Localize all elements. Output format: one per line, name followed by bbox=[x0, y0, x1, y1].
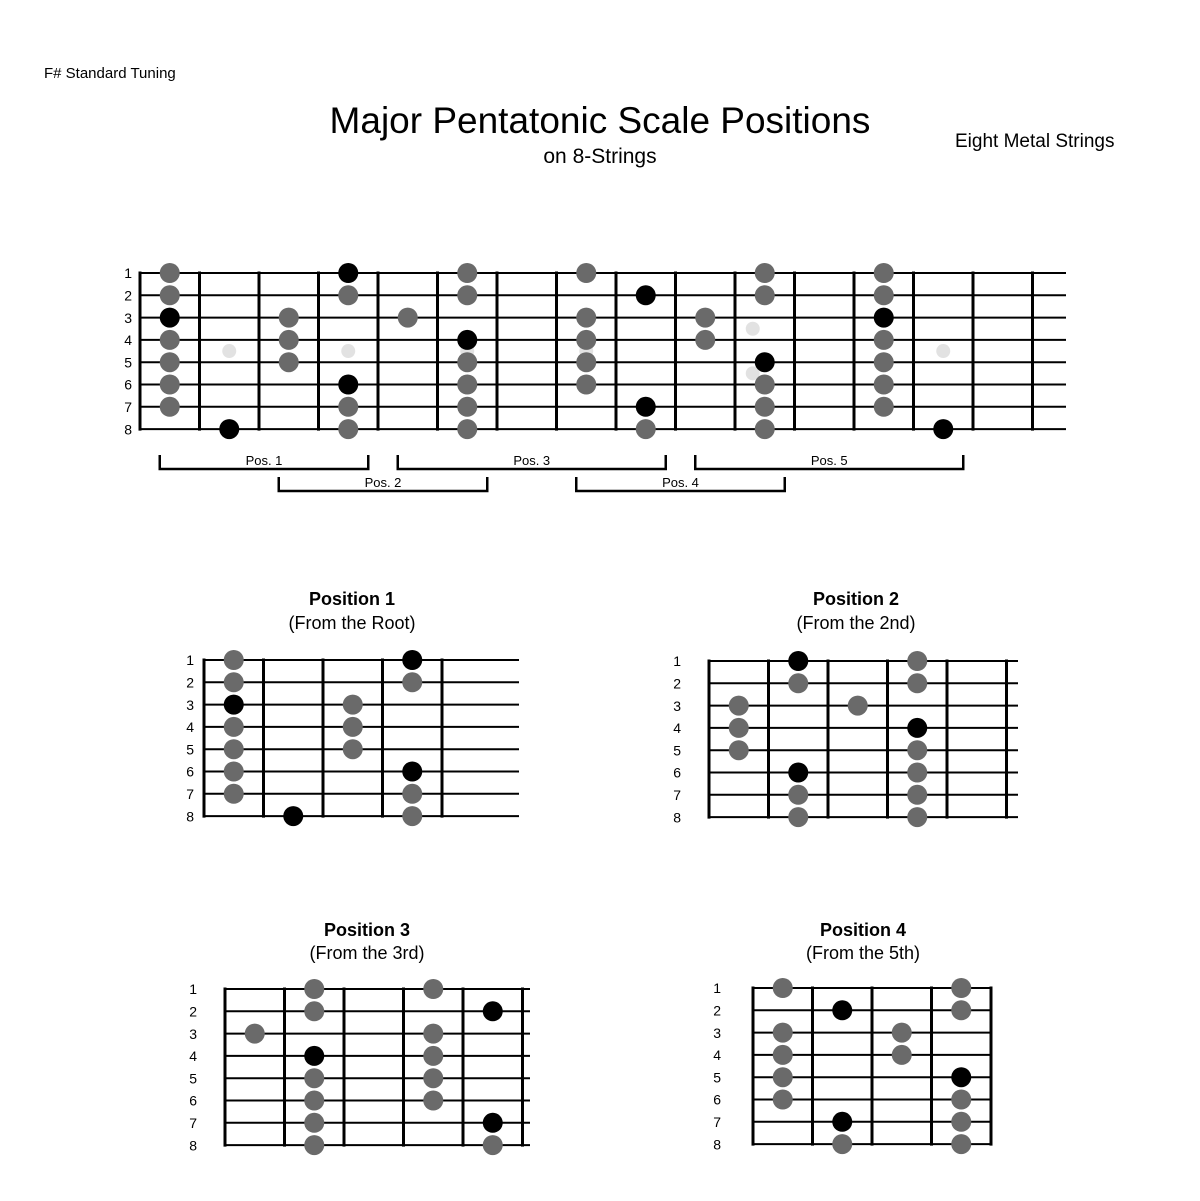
full-neck-scale-note bbox=[160, 352, 180, 372]
full-neck-scale-note bbox=[279, 330, 299, 350]
position-3-scale-note bbox=[423, 979, 443, 999]
position-2-scale-note bbox=[788, 785, 808, 805]
position-1-scale-note bbox=[402, 806, 422, 826]
position-1-root-note bbox=[402, 650, 422, 670]
full-neck-scale-note bbox=[636, 419, 656, 439]
position-3-scale-note bbox=[304, 1001, 324, 1021]
full-neck-scale-note bbox=[874, 263, 894, 283]
position-3-scale-note bbox=[304, 1068, 324, 1088]
position-2-scale-note bbox=[848, 696, 868, 716]
position-3-root-note bbox=[483, 1001, 503, 1021]
position-1-scale-note bbox=[224, 762, 244, 782]
position-1-scale-note bbox=[402, 784, 422, 804]
position-2-string-label-3: 3 bbox=[673, 697, 681, 714]
position-3-string-label-3: 3 bbox=[189, 1025, 197, 1042]
position-2-scale-note bbox=[907, 673, 927, 693]
full-neck-root-note bbox=[755, 352, 775, 372]
position-3-scale-note bbox=[245, 1024, 265, 1044]
position-1-scale-note bbox=[224, 650, 244, 670]
position-1-string-label-4: 4 bbox=[186, 719, 194, 736]
full-neck-scale-note bbox=[160, 397, 180, 417]
full-neck-scale-note bbox=[279, 308, 299, 328]
position-2-scale-note bbox=[729, 718, 749, 738]
position-2-string-label-5: 5 bbox=[673, 742, 681, 759]
full-neck-scale-note bbox=[874, 375, 894, 395]
full-neck-root-note bbox=[219, 419, 239, 439]
full-neck-scale-note bbox=[457, 397, 477, 417]
full-neck-string-label-3: 3 bbox=[124, 309, 132, 326]
position-bracket-label-4: Pos. 4 bbox=[662, 475, 699, 490]
full-neck-scale-note bbox=[457, 263, 477, 283]
position-4-string-label-6: 6 bbox=[713, 1091, 721, 1108]
position-1-scale-note bbox=[402, 672, 422, 692]
position-3-scale-note bbox=[423, 1091, 443, 1111]
full-neck-root-note bbox=[636, 285, 656, 305]
position-4-root-note bbox=[832, 1000, 852, 1020]
position-4-scale-note bbox=[773, 1090, 793, 1110]
position-2-scale-note bbox=[729, 740, 749, 760]
position-1-root-note bbox=[224, 695, 244, 715]
position-4-scale-note bbox=[892, 1045, 912, 1065]
full-neck-scale-note bbox=[874, 285, 894, 305]
position-2-subtitle: (From the 2nd) bbox=[796, 613, 916, 633]
position-3-scale-note bbox=[304, 1091, 324, 1111]
position-1-title: Position 1 bbox=[308, 589, 395, 609]
position-3-scale-note bbox=[423, 1024, 443, 1044]
position-2-root-note bbox=[788, 651, 808, 671]
full-neck-root-note bbox=[636, 397, 656, 417]
full-neck-root-note bbox=[933, 419, 953, 439]
full-neck-string-label-1: 1 bbox=[124, 265, 132, 282]
position-3-title: Position 3 bbox=[323, 920, 410, 940]
position-4-scale-note bbox=[951, 1090, 971, 1110]
full-neck-scale-note bbox=[160, 263, 180, 283]
position-2-scale-note bbox=[788, 673, 808, 693]
full-neck-scale-note bbox=[874, 352, 894, 372]
position-3-scale-note bbox=[304, 1113, 324, 1133]
full-neck-scale-note bbox=[576, 308, 596, 328]
full-neck-scale-note bbox=[457, 352, 477, 372]
position-3-string-label-5: 5 bbox=[189, 1070, 197, 1087]
position-2-scale-note bbox=[907, 785, 927, 805]
position-1-string-label-3: 3 bbox=[186, 696, 194, 713]
full-neck-scale-note bbox=[576, 330, 596, 350]
position-3-subtitle: (From the 3rd) bbox=[309, 943, 425, 963]
position-2-string-label-7: 7 bbox=[673, 786, 681, 803]
position-4-scale-note bbox=[773, 1067, 793, 1087]
full-neck-inlay bbox=[936, 344, 950, 358]
position-1-root-note bbox=[402, 762, 422, 782]
position-3-scale-note bbox=[423, 1068, 443, 1088]
position-3-string-label-1: 1 bbox=[189, 981, 197, 998]
position-2-root-note bbox=[907, 718, 927, 738]
full-neck-scale-note bbox=[755, 263, 775, 283]
full-neck-string-label-6: 6 bbox=[124, 376, 132, 393]
full-neck-inlay bbox=[341, 344, 355, 358]
position-bracket-label-2: Pos. 2 bbox=[364, 475, 402, 490]
position-3-string-label-2: 2 bbox=[189, 1003, 197, 1020]
position-1-scale-note bbox=[224, 672, 244, 692]
full-neck-scale-note bbox=[755, 397, 775, 417]
full-neck-inlay bbox=[222, 344, 236, 358]
position-2-root-note bbox=[788, 763, 808, 783]
position-4-string-label-3: 3 bbox=[713, 1024, 721, 1041]
position-1-string-label-1: 1 bbox=[186, 652, 194, 669]
position-4-scale-note bbox=[773, 1045, 793, 1065]
position-1-root-note bbox=[283, 806, 303, 826]
position-3-scale-note bbox=[304, 1135, 324, 1155]
position-2-string-label-4: 4 bbox=[673, 720, 681, 737]
full-neck-scale-note bbox=[755, 419, 775, 439]
position-2-title: Position 2 bbox=[812, 589, 899, 609]
full-neck-scale-note bbox=[576, 263, 596, 283]
position-1-string-label-5: 5 bbox=[186, 741, 194, 758]
full-neck-scale-note bbox=[160, 330, 180, 350]
full-neck-scale-note bbox=[576, 352, 596, 372]
position-2-string-label-6: 6 bbox=[673, 764, 681, 781]
position-1-scale-note bbox=[224, 717, 244, 737]
full-neck-scale-note bbox=[755, 375, 775, 395]
page-subtitle: on 8-Strings bbox=[543, 145, 657, 168]
full-neck-scale-note bbox=[576, 375, 596, 395]
full-neck-scale-note bbox=[398, 308, 418, 328]
position-2-scale-note bbox=[907, 807, 927, 827]
position-2-string-label-2: 2 bbox=[673, 675, 681, 692]
full-neck-scale-note bbox=[874, 330, 894, 350]
position-3-root-note bbox=[483, 1113, 503, 1133]
full-neck-scale-note bbox=[338, 397, 358, 417]
position-4-scale-note bbox=[773, 1023, 793, 1043]
full-neck-scale-note bbox=[874, 397, 894, 417]
position-4-scale-note bbox=[892, 1023, 912, 1043]
full-neck-scale-note bbox=[457, 419, 477, 439]
position-1-string-label-7: 7 bbox=[186, 785, 194, 802]
position-2-scale-note bbox=[907, 740, 927, 760]
position-bracket-label-3: Pos. 3 bbox=[513, 453, 551, 468]
position-3-scale-note bbox=[483, 1135, 503, 1155]
position-4-root-note bbox=[951, 1067, 971, 1087]
position-1-string-label-8: 8 bbox=[186, 808, 194, 825]
position-1-scale-note bbox=[224, 739, 244, 759]
position-3-root-note bbox=[304, 1046, 324, 1066]
position-4-scale-note bbox=[951, 1134, 971, 1154]
brand-label: Eight Metal Strings bbox=[955, 131, 1115, 152]
full-neck-scale-note bbox=[457, 375, 477, 395]
position-1-string-label-2: 2 bbox=[186, 674, 194, 691]
full-neck-root-note bbox=[160, 308, 180, 328]
position-3-scale-note bbox=[304, 979, 324, 999]
position-4-string-label-2: 2 bbox=[713, 1002, 721, 1019]
full-neck-scale-note bbox=[695, 330, 715, 350]
position-bracket-label-5: Pos. 5 bbox=[810, 453, 848, 468]
full-neck-scale-note bbox=[338, 285, 358, 305]
position-4-title: Position 4 bbox=[819, 920, 906, 940]
position-4-subtitle: (From the 5th) bbox=[805, 943, 921, 963]
position-1-string-label-6: 6 bbox=[186, 763, 194, 780]
position-2-scale-note bbox=[907, 651, 927, 671]
full-neck-string-label-8: 8 bbox=[124, 421, 132, 438]
position-4-scale-note bbox=[832, 1134, 852, 1154]
position-1-scale-note bbox=[224, 784, 244, 804]
position-4-string-label-8: 8 bbox=[713, 1136, 721, 1153]
full-neck-scale-note bbox=[160, 285, 180, 305]
position-3-string-label-4: 4 bbox=[189, 1048, 197, 1065]
full-neck-string-label-5: 5 bbox=[124, 354, 132, 371]
position-1-scale-note bbox=[343, 717, 363, 737]
full-neck-string-label-7: 7 bbox=[124, 398, 132, 415]
position-1-scale-note bbox=[343, 739, 363, 759]
position-3-string-label-8: 8 bbox=[189, 1137, 197, 1154]
position-2-scale-note bbox=[907, 763, 927, 783]
full-neck-string-label-4: 4 bbox=[124, 332, 132, 349]
position-1-scale-note bbox=[343, 695, 363, 715]
full-neck-root-note bbox=[457, 330, 477, 350]
full-neck-string-label-2: 2 bbox=[124, 287, 132, 304]
full-neck-scale-note bbox=[695, 308, 715, 328]
position-1-subtitle: (From the Root) bbox=[288, 613, 416, 633]
page-title: Major Pentatonic Scale Positions bbox=[329, 100, 871, 141]
position-4-string-label-1: 1 bbox=[713, 980, 721, 997]
position-2-string-label-1: 1 bbox=[673, 653, 681, 670]
full-neck-scale-note bbox=[457, 285, 477, 305]
position-4-scale-note bbox=[951, 1000, 971, 1020]
position-3-string-label-7: 7 bbox=[189, 1114, 197, 1131]
position-4-string-label-4: 4 bbox=[713, 1047, 721, 1064]
position-4-scale-note bbox=[951, 1112, 971, 1132]
position-3-string-label-6: 6 bbox=[189, 1092, 197, 1109]
position-2-string-label-8: 8 bbox=[673, 809, 681, 826]
position-4-root-note bbox=[832, 1112, 852, 1132]
full-neck-scale-note bbox=[755, 285, 775, 305]
full-neck-inlay bbox=[746, 322, 760, 336]
position-4-string-label-7: 7 bbox=[713, 1113, 721, 1130]
position-3-scale-note bbox=[423, 1046, 443, 1066]
full-neck-root-note bbox=[874, 308, 894, 328]
position-2-scale-note bbox=[788, 807, 808, 827]
position-4-string-label-5: 5 bbox=[713, 1069, 721, 1086]
tuning-label: F# Standard Tuning bbox=[44, 65, 176, 82]
full-neck-scale-note bbox=[160, 375, 180, 395]
position-bracket-label-1: Pos. 1 bbox=[245, 453, 283, 468]
position-4-scale-note bbox=[773, 978, 793, 998]
full-neck-scale-note bbox=[338, 419, 358, 439]
full-neck-scale-note bbox=[279, 352, 299, 372]
full-neck-root-note bbox=[338, 375, 358, 395]
full-neck-root-note bbox=[338, 263, 358, 283]
position-4-scale-note bbox=[951, 978, 971, 998]
position-2-scale-note bbox=[729, 696, 749, 716]
